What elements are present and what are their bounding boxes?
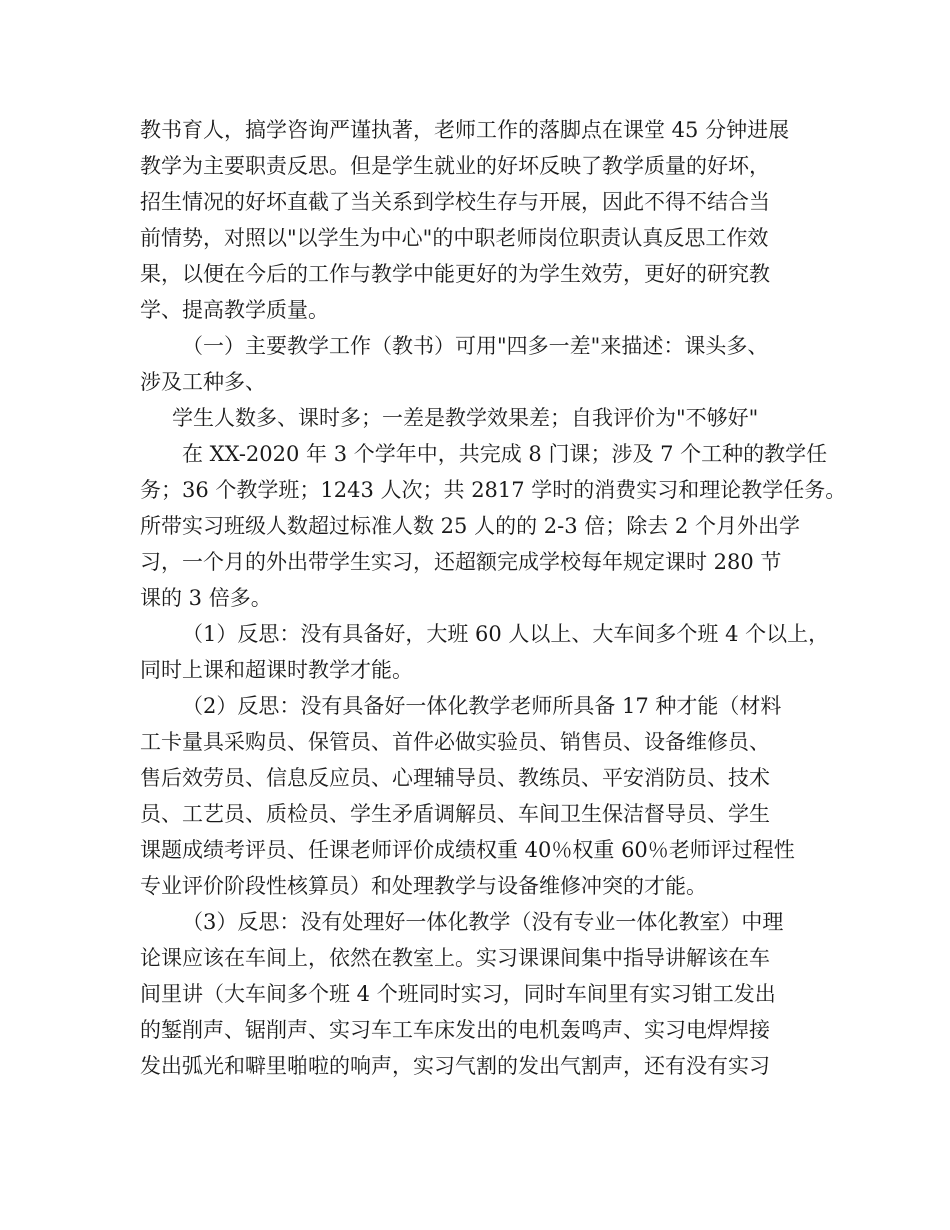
text-line: 在 XX-2020 年 3 个学年中，共完成 8 门课；涉及 7 个工种的教学任 [182,442,828,466]
text-line: 课的 3 倍多。 [140,586,272,610]
text-line: 间里讲（大车间多个班 4 个班同时实习，同时车间里有实习钳工发出 [140,982,776,1006]
text-line: （2）反思：没有具备好一体化教学老师所具备 17 种才能（材料 [182,694,782,718]
text-line: 的錾削声、锯削声、实习车工车床发出的电机轰鸣声、实习电焊焊接 [140,1018,770,1042]
text-line: （1）反思：没有具备好，大班 60 人以上、大车间多个班 4 个以上， [182,622,830,646]
document-body [140,112,847,1084]
text-line: 学生人数多、课时多；一差是教学效果差；自我评价为"不够好" [172,406,759,430]
text-line: 员、工艺员、质检员、学生矛盾调解员、车间卫生保洁督导员、学生 [140,802,770,826]
text-line: 所带实习班级人数超过标准人数 25 人的的 2-3 倍；除去 2 个月外出学 [140,514,800,538]
text-line: 论课应该在车间上，依然在教室上。实习课课间集中指导讲解该在车 [140,946,770,970]
text-line: 前情势，对照以"以学生为中心"的中职老师岗位职责认真反思工作效 [140,226,769,250]
text-line: 发出弧光和噼里啪啦的响声，实习气割的发出气割声，还有没有实习 [140,1054,770,1078]
text-line: （3）反思：没有处理好一体化教学（没有专业一体化教室）中理 [182,910,784,934]
text-line: 涉及工种多、 [140,370,266,394]
text-line: 教学为主要职责反思。但是学生就业的好坏反映了教学质量的好坏， [140,154,770,178]
text-line: 教书育人，搞学咨询严谨执著，老师工作的落脚点在课堂 45 分钟进展 [140,118,790,142]
text-line: 同时上课和超课时教学才能。 [140,658,413,682]
text-line: （一）主要教学工作（教书）可用"四多一差"来描述：课头多、 [182,334,769,358]
text-line: 招生情况的好坏直截了当关系到学校生存与开展，因此不得不结合当 [140,190,770,214]
text-line: 专业评价阶段性核算员）和处理教学与设备维修冲突的才能。 [140,874,707,898]
text-line: 务；36 个教学班；1243 人次；共 2817 学时的消费实习和理论教学任务。 [140,478,847,502]
text-line: 工卡量具采购员、保管员、首件必做实验员、销售员、设备维修员、 [140,730,770,754]
text-line: 习，一个月的外出带学生实习，还超额完成学校每年规定课时 280 节 [140,550,782,574]
text-line: 学、提高教学质量。 [140,298,329,322]
text-line: 果，以便在今后的工作与教学中能更好的为学生效劳，更好的研究教 [140,262,770,286]
text-line: 售后效劳员、信息反应员、心理辅导员、教练员、平安消防员、技术 [140,766,770,790]
text-line: 课题成绩考评员、任课老师评价成绩权重 40％权重 60％老师评过程性 [140,838,795,862]
